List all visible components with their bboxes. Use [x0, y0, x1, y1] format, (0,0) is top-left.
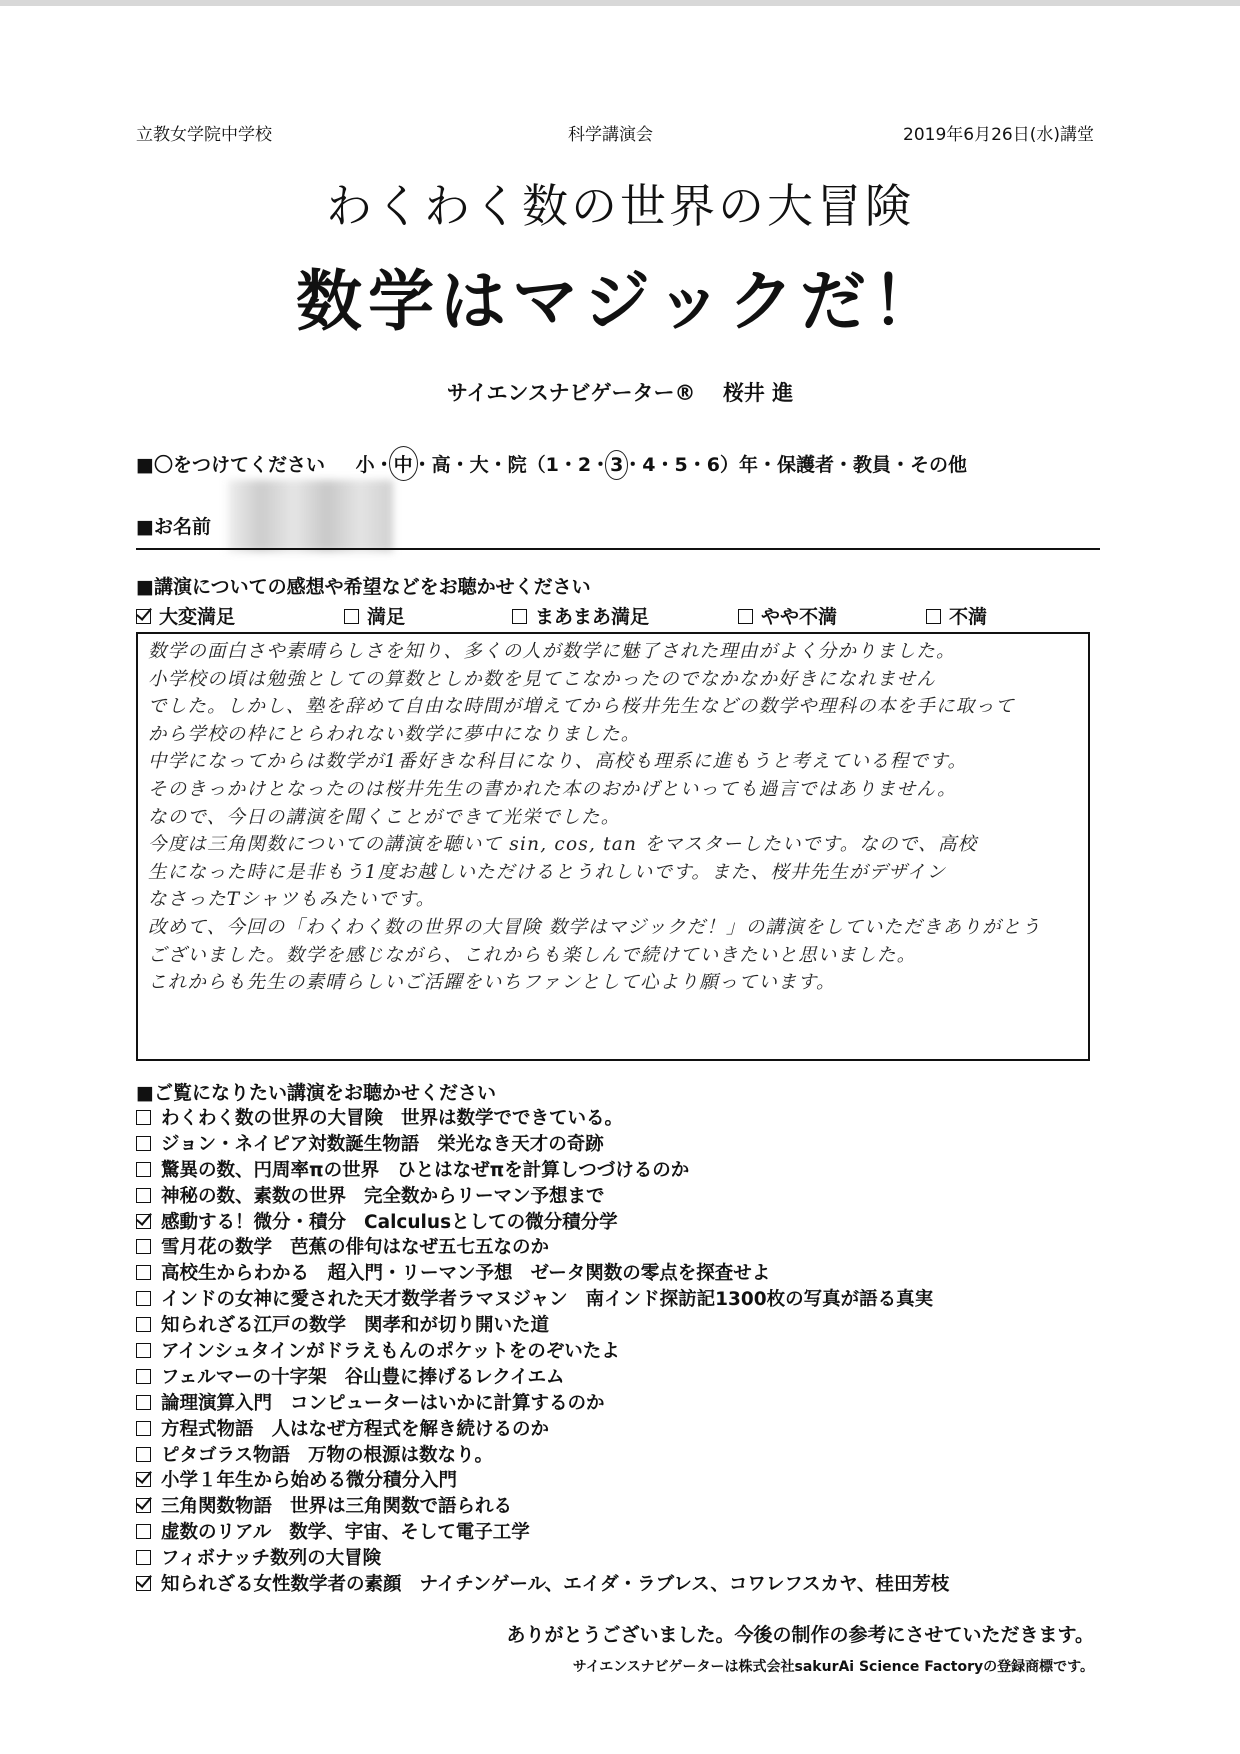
attendee-type-options[interactable] — [356, 454, 967, 476]
lecture-item[interactable] — [136, 1544, 949, 1570]
comment-line: ございました。数学を感じながら、これからも楽しんで続けていきたいと思いました。 — [148, 944, 917, 966]
lecture-title-text: アインシュタインがドラえもんのポケットをのぞいたよ — [161, 1341, 620, 1363]
lecture-title-text: 虚数のリアル — [161, 1522, 272, 1544]
lecture-item[interactable] — [136, 1415, 949, 1441]
comment-line: 今度は三角関数についての講演を聴いて sin, cos, tan をマスターしたいです。なので、高校 — [148, 834, 978, 856]
lecture-subtitle-text: コンピューターはいかに計算するのか — [290, 1392, 605, 1414]
lecture-title-text: 方程式物語 — [161, 1418, 254, 1440]
lecture-item[interactable] — [136, 1156, 949, 1182]
comment-line: から学校の枠にとらわれない数学に夢中になりました。 — [148, 723, 641, 745]
rating-label: 大変満足 — [159, 606, 236, 628]
lectures-question: ■ご覧になりたい講演をお聴かせください — [136, 1082, 496, 1104]
checkbox-icon[interactable] — [136, 1110, 151, 1125]
checkbox-icon[interactable] — [136, 1265, 151, 1280]
lecture-subtitle: わくわく数の世界の大冒険 — [326, 179, 914, 233]
lecture-title-text: わくわく数の世界の大冒険 — [161, 1108, 384, 1129]
rating-label: まあまあ満足 — [535, 606, 650, 628]
checkbox-icon[interactable] — [738, 609, 753, 624]
lecture-title-text: フェルマーの十字架 — [161, 1366, 327, 1388]
lecture-item[interactable] — [136, 1363, 949, 1389]
lecture-subtitle-text: 関孝和が切り開いた道 — [364, 1315, 550, 1337]
comment-line: なさったTシャツもみたいです。 — [148, 889, 436, 911]
trademark-notice: サイエンスナビゲーターは株式会社sakurAi Science Factoryの登録商標です。 — [572, 1659, 1094, 1675]
lecture-item[interactable] — [136, 1259, 949, 1285]
comment-line: 小学校の頃は勉強としての算数としか数を見てこなかったのでなかなか好きになれません — [148, 668, 937, 690]
speaker-line — [0, 377, 1240, 407]
checkbox-icon[interactable] — [136, 1421, 151, 1436]
name-field-line[interactable] — [136, 548, 1100, 550]
option-others[interactable]: ・4・5・6）年・保護者・教員・その他 — [623, 454, 967, 476]
school-name: 立教女学院中学校 — [136, 125, 272, 145]
lecture-item[interactable] — [136, 1518, 949, 1544]
lecture-title-text: ジョン・ネイピア対数誕生物語 — [161, 1133, 420, 1155]
lecture-subtitle-text: ひとはなぜπを計算しつづけるのか — [397, 1159, 690, 1181]
option-levels[interactable]: ・高・大・院（1・2・ — [412, 454, 611, 476]
checkbox-icon[interactable] — [136, 1447, 151, 1462]
rating-fairly-satisfied[interactable] — [512, 602, 649, 629]
checkbox-icon[interactable] — [136, 1136, 151, 1151]
lecture-title-text: 神秘の数、素数の世界 — [161, 1185, 347, 1207]
rating-very-satisfied[interactable] — [136, 602, 235, 629]
lecture-subtitle-text: 完全数からリーマン予想まで — [364, 1185, 605, 1207]
lecture-title-text: 感動する！微分・積分 — [161, 1211, 347, 1233]
event-date: 2019年6月26日(水)講堂 — [903, 125, 1094, 145]
lecture-item[interactable] — [136, 1389, 949, 1415]
checkbox-icon[interactable] — [344, 609, 359, 624]
checkbox-icon[interactable] — [136, 1188, 151, 1203]
option-junior-high-circled[interactable]: 中 — [394, 450, 413, 477]
comment-line: 生になった時に是非もう1度お越しいただけるとうれしいです。また、桜井先生がデザイン — [148, 861, 947, 883]
event-name: 科学講演会 — [568, 125, 653, 145]
lecture-subtitle-text: ナイチンゲール、エイダ・ラブレス、コワレフスカヤ、桂田芳枝 — [419, 1574, 950, 1596]
lecture-item[interactable] — [136, 1492, 949, 1518]
lecture-title-text: 雪月花の数学 — [161, 1237, 273, 1259]
checkbox-checked-icon[interactable] — [136, 1472, 151, 1487]
thanks-message: ありがとうございました。今後の制作の参考にさせていただきます。 — [506, 1624, 1094, 1646]
lecture-title-text: 三角関数物語 — [161, 1496, 273, 1518]
lecture-title-text: インドの女神に愛された天才数学者ラマヌジャン — [161, 1289, 568, 1311]
comment-line: 数学の面白さや素晴らしさを知り、多くの人が数学に魅了された理由がよく分かりました。 — [148, 641, 956, 662]
lecture-item[interactable] — [136, 1337, 949, 1363]
checkbox-icon[interactable] — [136, 1239, 151, 1254]
comment-line: なので、今日の講演を聞くことができて光栄でした。 — [148, 806, 621, 828]
checkbox-checked-icon[interactable] — [136, 1498, 151, 1513]
lecture-title-text: 高校生からわかる 超入門・リーマン予想 — [161, 1263, 513, 1285]
checkbox-icon[interactable] — [512, 609, 527, 624]
lecture-title-text: 論理演算入門 — [161, 1392, 273, 1414]
checkbox-icon[interactable] — [136, 1162, 151, 1177]
lecture-item[interactable] — [136, 1130, 949, 1156]
attendee-type-label: ■〇をつけてください — [136, 454, 325, 476]
lecture-subtitle-text: 数学、宇宙、そして電子工学 — [289, 1522, 530, 1544]
lecture-subtitle-text: 芭蕉の俳句はなぜ五七五なのか — [290, 1237, 550, 1259]
rating-label: やや不満 — [761, 606, 838, 628]
lecture-subtitle-text: 世界は数学でできている。 — [401, 1108, 624, 1129]
redacted-name — [228, 480, 393, 552]
checkbox-checked-icon[interactable] — [136, 1576, 151, 1591]
lecture-item[interactable] — [136, 1104, 949, 1130]
lecture-item[interactable] — [136, 1311, 949, 1337]
comment-line: これからも先生の素晴らしいご活躍をいちファンとして心より願っています。 — [148, 972, 836, 994]
lecture-title-text: 小学１年生から始める微分積分入門 — [161, 1470, 458, 1492]
lecture-subtitle-text: 栄光なき天才の奇跡 — [437, 1133, 604, 1155]
checkbox-icon[interactable] — [136, 1291, 151, 1306]
rating-label: 満足 — [367, 606, 406, 628]
comment-line: そのきっかけとなったのは桜井先生の書かれた本のおかげといっても過言ではありません。 — [148, 778, 957, 800]
checkbox-icon[interactable] — [136, 1317, 151, 1332]
name-label: ■お名前 — [136, 516, 211, 538]
lecture-title: 数学はマジックだ！ — [296, 262, 944, 340]
lecture-item[interactable] — [136, 1441, 949, 1467]
lecture-subtitle-text: ゼータ関数の零点を探査せよ — [530, 1263, 771, 1285]
lecture-subtitle-text: 南インド探訪記1300枚の写真が語る真実 — [585, 1289, 934, 1311]
rating-label: 不満 — [949, 606, 988, 628]
checkbox-icon[interactable] — [136, 1524, 151, 1539]
lecture-title-text: 驚異の数、円周率πの世界 — [161, 1159, 380, 1181]
lecture-item[interactable] — [136, 1233, 949, 1259]
lecture-title-text: フィボナッチ数列の大冒険 — [161, 1548, 382, 1570]
attendee-type-row — [136, 450, 967, 477]
checkbox-checked-icon[interactable] — [136, 1214, 151, 1229]
lecture-title-text: 知られざる女性数学者の素顔 — [161, 1574, 402, 1596]
lecture-subtitle-text: 世界は三角関数で語られる — [290, 1496, 513, 1518]
scan-edge — [0, 0, 1240, 6]
checkbox-icon[interactable] — [136, 1550, 151, 1565]
lecture-item[interactable] — [136, 1208, 949, 1234]
lecture-subtitle-text: 谷山豊に捧げるレクイエム — [344, 1366, 565, 1388]
rating-somewhat-dissatisfied[interactable] — [738, 602, 837, 629]
lecture-item[interactable] — [136, 1182, 949, 1208]
lecture-item[interactable] — [136, 1570, 949, 1596]
option-grade-circled[interactable]: 3 — [610, 454, 624, 476]
lecture-list — [136, 1104, 949, 1596]
speaker-name: 桜井 進 — [722, 381, 794, 405]
speaker-role: サイエンスナビゲーター® — [446, 381, 696, 405]
rating-dissatisfied[interactable] — [926, 602, 987, 629]
comment-line: でした。しかし、塾を辞めて自由な時間が増えてから桜井先生などの数学や理科の本を手に取って — [148, 696, 1015, 718]
impression-question: ■講演についての感想や希望などをお聴かせください — [136, 576, 591, 598]
checkbox-icon[interactable] — [136, 1369, 151, 1384]
comment-line: 改めて、今回の「わくわく数の世界の大冒険 数学はマジックだ！」の講演をしていただきありがとう — [148, 916, 1042, 938]
lecture-title-text: 知られざる江戸の数学 — [161, 1315, 347, 1337]
lecture-item[interactable] — [136, 1466, 949, 1492]
checkbox-icon[interactable] — [926, 609, 941, 624]
lecture-subtitle-text: 万物の根源は数なり。 — [307, 1444, 493, 1466]
checkbox-icon[interactable] — [136, 1343, 151, 1358]
lecture-subtitle-text: 人はなぜ方程式を解き続けるのか — [271, 1418, 550, 1440]
checkbox-icon[interactable] — [136, 1395, 151, 1410]
lecture-item[interactable] — [136, 1285, 949, 1311]
rating-satisfied[interactable] — [344, 602, 405, 629]
handwritten-comment — [148, 638, 1088, 997]
comment-line: 中学になってからは数学が1番好きな科目になり、高校も理系に進もうと考えている程です。 — [148, 751, 968, 773]
lecture-title-text: ピタゴラス物語 — [161, 1444, 290, 1466]
checkbox-checked-icon[interactable] — [136, 609, 151, 624]
lecture-subtitle-text: Calculusとしての微分積分学 — [364, 1211, 618, 1233]
option-elementary[interactable]: 小・ — [355, 454, 394, 476]
